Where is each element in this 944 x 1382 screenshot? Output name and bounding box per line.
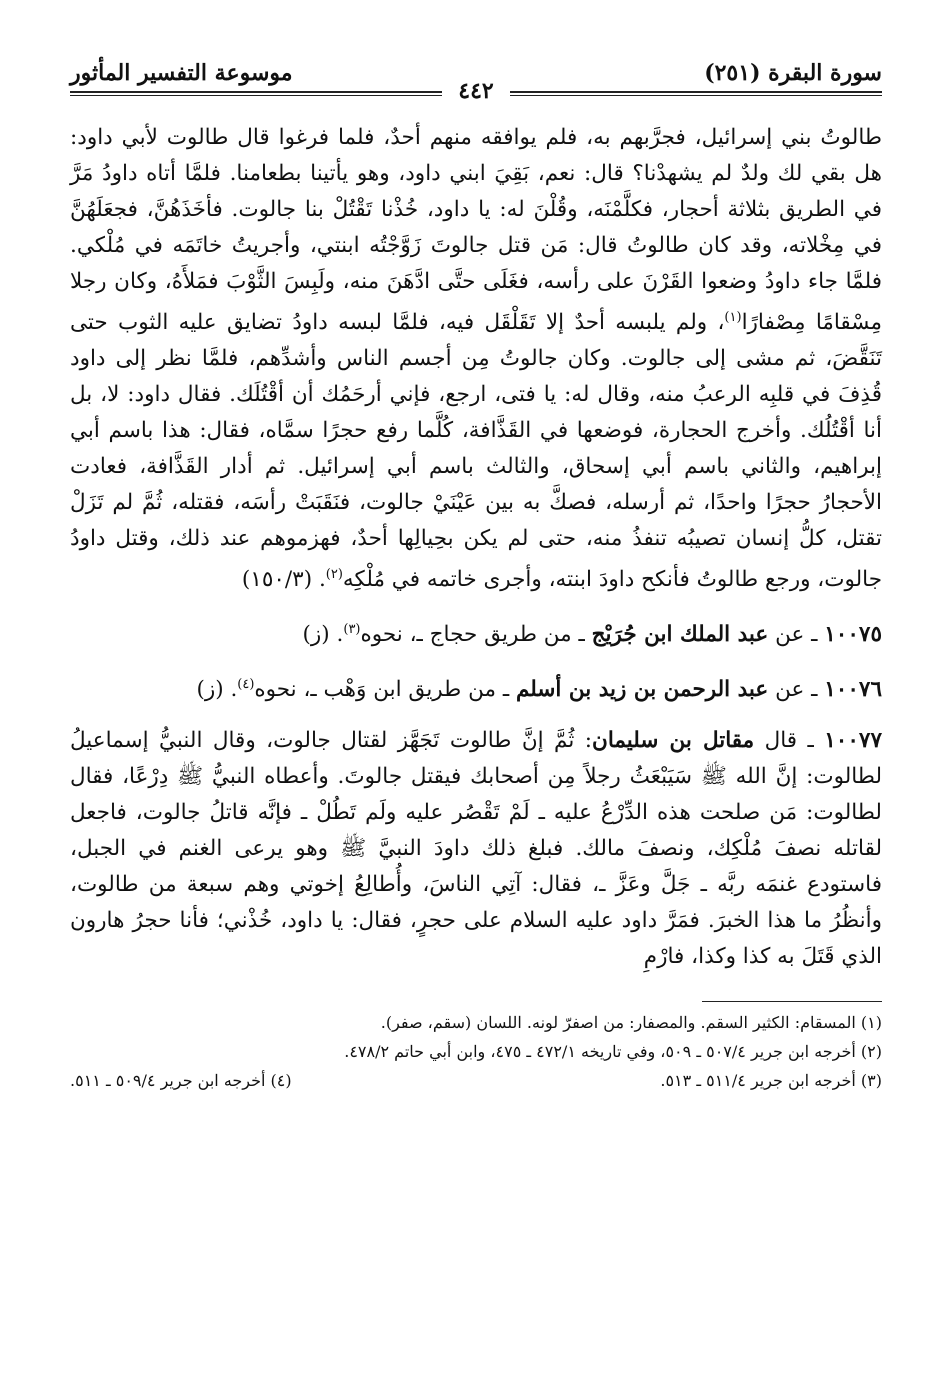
header-rule-right <box>510 91 882 96</box>
footnote-row <box>70 1066 882 1095</box>
footnote-marker-4: (٤) <box>237 677 255 693</box>
encyclopedia-title: موسوعة التفسير المأثور <box>70 60 293 86</box>
page-header <box>70 52 882 104</box>
footnote-3: (٣) أخرجه ابن جرير ٥١١/٤ ـ ٥١٣. <box>660 1070 882 1090</box>
paragraph-part-1: طالوتُ بني إسرائيل، فجرَّبهم به، فلم يوافقه منهم أحدٌ، فلما فرغوا قال طالوت لأبي داود: هل بقي لك ولدٌ لم يشهدْنا؟ قال: نعم، بَقِيَ ابني داود، وهو يأتينا بطعامنا. فلمَّا أتاه داودُ مَرَّ في الطريق بثلاثة أحجار، فكلَّمْنَه، وقُلْنَ له: يا داود، خُذْنا تَقْتُلْ بنا جالوت. فأخَذَهُنَّ، فجعَلَهُنَّ في مِخْلاته، وقد كان طالوتُ قال: مَن قتل جالوتَ زَوَّجْتُه ابنتي، وأجريتُ خاتَمَه في مُلْكي. فلمَّا جاء داودُ وضعوا القَرْنَ على رأسه، فغَلَى حتَّى ادَّهَنَ منه، ولَبِسَ الثَّوْبَ فمَلأَهُ، وكان رجلا مِسْقامًا مِصْفارًا <box>70 125 883 336</box>
footnote-marker-3: (٣) <box>343 622 361 638</box>
footnote-4: (٤) أخرجه ابن جرير ٥٠٩/٤ ـ ٥١١. <box>70 1070 292 1090</box>
entry-text: ـ من طريق ابن وَهْب ـ، نحوه <box>254 677 516 703</box>
main-paragraph <box>70 120 882 598</box>
entry-text: ـ من طريق حجاج ـ، نحوه <box>360 622 592 648</box>
footnote-2: (٢) أخرجه ابن جرير ٥٠٧/٤ ـ ٥٠٩، وفي تاريخه ٤٧٢/١ ـ ٤٧٥، وابن أبي حاتم ٤٧٨/٢. <box>344 1041 882 1061</box>
entry-text: : ثُمَّ إنَّ طالوت تَجَهَّز لقتال جالوت، وقال النبيُّ إسماعيلُ لطالوت: إنَّ الله ﷺ سَيَبْعَثُ رجلاً مِن أصحابك فيقتل جالوتَ. وأعطاه النبيُّ ﷺ دِرْعًا، فقال لطالوت: مَن صلحت هذه الدِّرْعُ عليه ـ لَمْ تَقْصُر عليه ولَم تَطُلْ ـ فإنَّه قاتلُ جالوت، فاجعل لقاتله نصفَ مُلْكِك، ونصفَ مالك. فبلغ ذلك داودَ النبيَّ ﷺ وهو يرعى الغنم في الجبل، فاستودع غنمَه ربَّه ـ جَلَّ وعَزَّ ـ، فقال: آتِي الناسَ، وأُطالِعُ إخوتي وهم سبعة من طالوت، وأنظُرُ ما هذا الخبرَ. فمَرَّ داود عليه السلام على حجرٍ، فقال: يا داود، خُذْني؛ فأنا حجرُ هارون الذي قَتَلَ به كذا وكذا، فارْمِ <box>70 727 882 969</box>
entry-narrator: عبد الرحمن بن زيد بن أسلم <box>515 677 769 703</box>
footnote-marker-1: (١) <box>724 310 742 325</box>
entry-tail: . (ز) <box>302 622 344 648</box>
entry-intro: ـ عن <box>768 677 825 703</box>
entry-narrator: مقاتل بن سليمان <box>592 727 755 753</box>
entry-number: ١٠٠٧٧ <box>824 727 882 753</box>
page <box>70 52 882 1095</box>
entry-10077 <box>70 723 882 975</box>
entry-10076 <box>70 667 882 708</box>
entry-number: ١٠٠٧٦ <box>824 677 882 703</box>
footnote-marker-2: (٢) <box>325 567 343 583</box>
paragraph-part-2: ، ولم يلبسه أحدٌ إلا تَقَلْقَل فيه، فلمَّا لبسه داودُ تضايق عليه الثوب حتى تَنَقَّضَ، ثم مشى إلى جالوت. وكان جالوتُ مِن أجسم الناس وأشدِّهم، فلمَّا نظر إلى داود قُذِفَ في قلبِه الرعبُ منه، وقال له: يا فتى، ارجع، فإني أرحَمُك أن أقْتُلَك. فقال داود: لا، بل أنا أقْتُلُك. وأخرج الحجارة، فوضعها في القَذَّافة، كُلَّما رفع حجرًا سمَّاه، فقال: هذا باسم أبي إبراهيم، والثاني باسم أبي إسحاق، والثالث باسم أبي إسرائيل. ثم أدار القَذَّافة، فعادت الأحجارُ حجرًا واحدًا، ثم أرسله، فصكَّ به بين عَيْنَيْ جالوت، فنَقَبَتْ رأسَه، فقتله، ثُمَّ لم تَزَلْ تقتل، كلُّ إنسان تصيبُه تنفذُ منه، حتى لم يكن بحِيالِها أحدٌ، فهزموهم عند ذلك، وقتل داودُ جالوت، ورجع طالوتُ فأنكح داودَ ابنته، وأجرى خاتمه في مُلْكِه <box>70 310 882 593</box>
entry-narrator: عبد الملك ابن جُرَيْج <box>591 622 769 648</box>
page-number: ٤٤٢ <box>458 78 494 104</box>
entry-tail: . (ز) <box>196 677 238 703</box>
paragraph-citation: . (١٥٠/٣) <box>241 567 326 593</box>
footnote-divider <box>702 1001 882 1002</box>
header-rule-left <box>70 91 442 96</box>
entry-intro: ـ قال <box>754 727 825 753</box>
footnote-1: (١) المسقام: الكثير السقم. والمصفار: من اصفرّ لونه. اللسان (سقم، صفر). <box>380 1012 882 1032</box>
entry-intro: ـ عن <box>768 622 825 648</box>
surah-title: سورة البقرة (٢٥١) <box>704 60 882 86</box>
entry-number: ١٠٠٧٥ <box>824 622 882 648</box>
entry-10075 <box>70 612 882 653</box>
